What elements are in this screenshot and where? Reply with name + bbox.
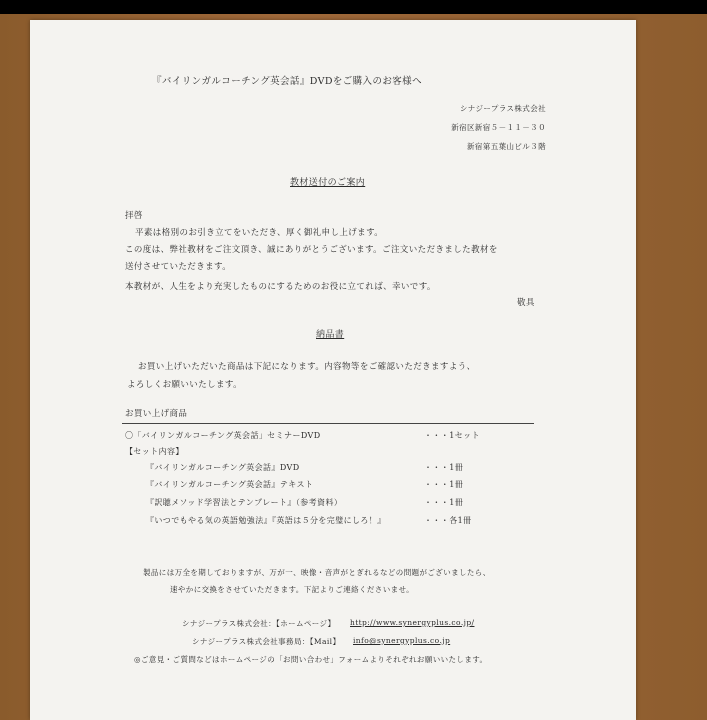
item-row-4-name: 『バイリンガルコーチング英会話』テキスト: [146, 480, 314, 489]
item-row-5-name: 『訳聴メソッド学習法とテンプレート』（参考資料）: [146, 498, 343, 507]
contact-homepage-label: シナジープラス株式会社：【ホームページ】: [182, 619, 336, 628]
item-row-2-name: 【セット内容】: [125, 447, 184, 456]
contact-homepage-link[interactable]: http://www.synergyplus.co.jp/: [350, 618, 475, 627]
notice-line-2: 速やかに交換をさせていただきます。下記よりご連絡くださいませ。: [170, 585, 415, 594]
printed-letter: [30, 20, 636, 720]
item-row-4-qty: ・・・1冊: [424, 480, 464, 489]
sender-address-2: 新宿第五葉山ビル３階: [467, 142, 546, 151]
letter-paragraph-1: 平素は格別のお引き立てをいただき、厚く御礼申し上げます。: [135, 228, 384, 238]
footer-note: ◎ご意見・ご質問などはホームページの「お問い合わせ」フォームよりそれぞれお願いいたします。: [134, 655, 488, 664]
invoice-title: 納品書: [316, 330, 345, 340]
item-row-1-qty: ・・・1セット: [424, 431, 480, 440]
invoice-text-2: よろしくお願いいたします。: [127, 380, 243, 390]
item-row-1-name: 〇「バイリンガルコーチング英会話」セミナーDVD: [125, 431, 321, 440]
item-row-6-qty: ・・・各1冊: [424, 516, 472, 525]
letter-greeting: 拝啓: [125, 211, 143, 221]
letter-paragraph-3: 本教材が、人生をより充実したものにするためのお役に立てれば、幸いです。: [125, 282, 436, 292]
item-row-3-qty: ・・・1冊: [424, 463, 464, 472]
item-row-3-name: 『バイリンガルコーチング英会話』DVD: [146, 463, 300, 472]
notice-line-1: 製品には万全を期しておりますが、万が一、映像・音声がとぎれるなどの問題がございましたら、: [143, 568, 491, 577]
letter-heading: 『バイリンガルコーチング英会話』DVDをご購入のお客様へ: [152, 76, 422, 87]
top-bar: [0, 0, 707, 14]
item-row-6-name: 『いつでもやる気の英語勉強法』『英語は５分を完璧にしろ！』: [146, 516, 386, 525]
letter-closing: 敬具: [517, 298, 535, 308]
item-row-5-qty: ・・・1冊: [424, 498, 464, 507]
items-divider: [122, 423, 534, 424]
letter-paragraph-2b: 送付させていただきます。: [125, 262, 232, 272]
invoice-text-1: お買い上げいただいた商品は下記になります。内容物等をご確認いただきますよう、: [138, 362, 476, 372]
sender-company: シナジープラス株式会社: [459, 104, 546, 113]
items-heading: お買い上げ商品: [125, 409, 188, 419]
contact-mail-link[interactable]: info@synergyplus.co.jp: [353, 636, 451, 645]
section-title: 教材送付のご案内: [290, 178, 366, 188]
sender-address-1: 新宿区新宿５－１１－３０: [451, 123, 546, 132]
contact-mail-label: シナジープラス株式会社事務局：【Mail】: [192, 637, 341, 646]
letter-paragraph-2a: この度は、弊社教材をご注文頂き、誠にありがとうございます。ご注文いただきました教材を: [125, 245, 498, 255]
